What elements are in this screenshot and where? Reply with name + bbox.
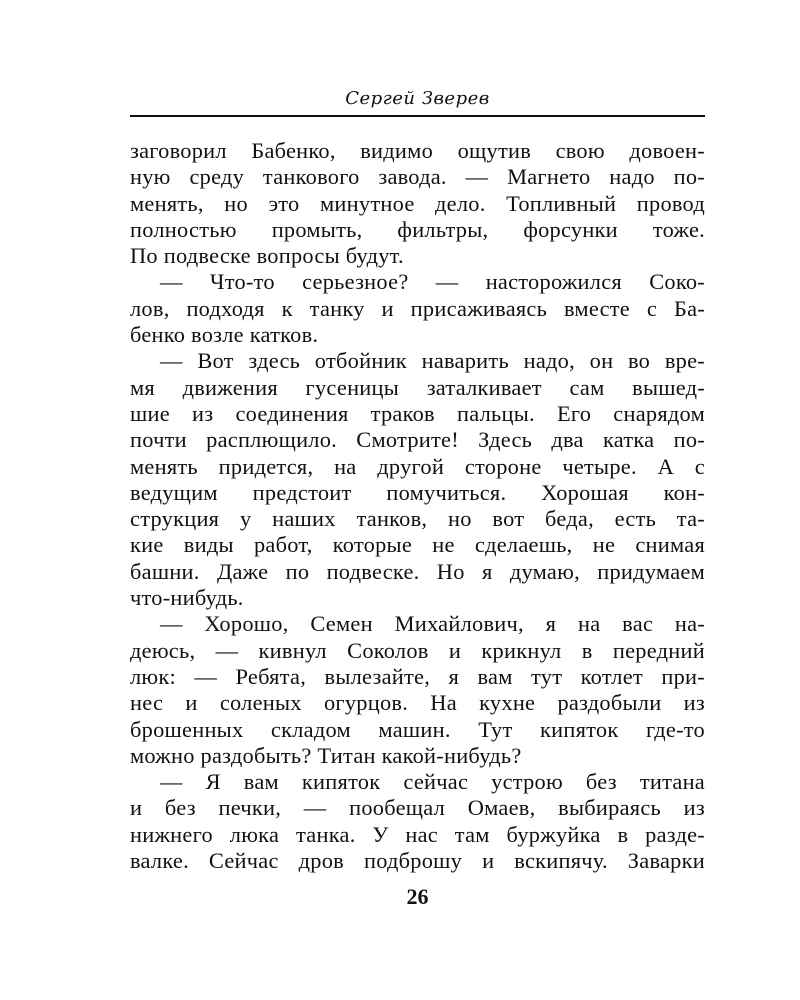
text-line: полностью промыть, фильтры, форсунки тоже. [130,216,705,242]
text-line: и без печки, — пообещал Омаев, выбираясь из [130,795,705,821]
text-line: мя движения гусеницы заталкивает сам вышед- [130,374,705,400]
text-line: нижнего люка танка. У нас там буржуйка в разде- [130,821,705,847]
text-line: шие из соединения траков пальцы. Его снарядом [130,400,705,426]
text-line: бенко возле катков. [130,322,319,348]
text-line: менять придется, на другой стороне четыре. А с [130,453,705,479]
text-line: кие виды работ, которые не сделаешь, не снимая [130,532,705,558]
running-head: Сергей Зверев [345,88,490,109]
text-line: лов, подходя к танку и присаживаясь вместе с Ба- [130,295,705,321]
text-line: нес и соленых огурцов. На кухне раздобыли из [130,690,705,716]
text-line: — Вот здесь отбойник наварить надо, он во вре- [160,348,705,374]
text-line: струкция у наших танков, но вот беда, есть та- [130,506,705,532]
text-line: По подвеске вопросы будут. [130,243,404,269]
body-text [130,138,705,874]
text-line: башни. Даже по подвеске. Но я думаю, придумаем [130,558,705,584]
text-line: — Я вам кипяток сейчас устрою без титана [160,769,705,795]
text-line: ведущим предстоит помучиться. Хорошая кон- [130,479,705,505]
header-rule [130,115,705,117]
text-line: брошенных складом машин. Тут кипяток где-то [130,716,705,742]
text-line: валке. Сейчас дров подброшу и вскипячу. Заварки [130,848,705,874]
text-line: — Хорошо, Семен Михайлович, я на вас на- [160,611,705,637]
text-line: что-нибудь. [130,585,244,611]
text-line: ную среду танкового завода. — Магнето надо по- [130,164,705,190]
text-line: менять, но это минутное дело. Топливный провод [130,190,705,216]
page-number: 26 [406,884,429,909]
text-line: деюсь, — кивнул Соколов и крикнул в передний [130,637,705,663]
text-line: люк: — Ребята, вылезайте, я вам тут котлет при- [130,663,705,689]
text-line: почти расплющило. Смотрите! Здесь два катка по- [130,427,705,453]
text-line: — Что-то серьезное? — насторожился Соко- [160,269,705,295]
text-line: можно раздобыть? Титан какой-нибудь? [130,742,522,768]
text-line: заговорил Бабенко, видимо ощутив свою довоен- [130,138,705,163]
